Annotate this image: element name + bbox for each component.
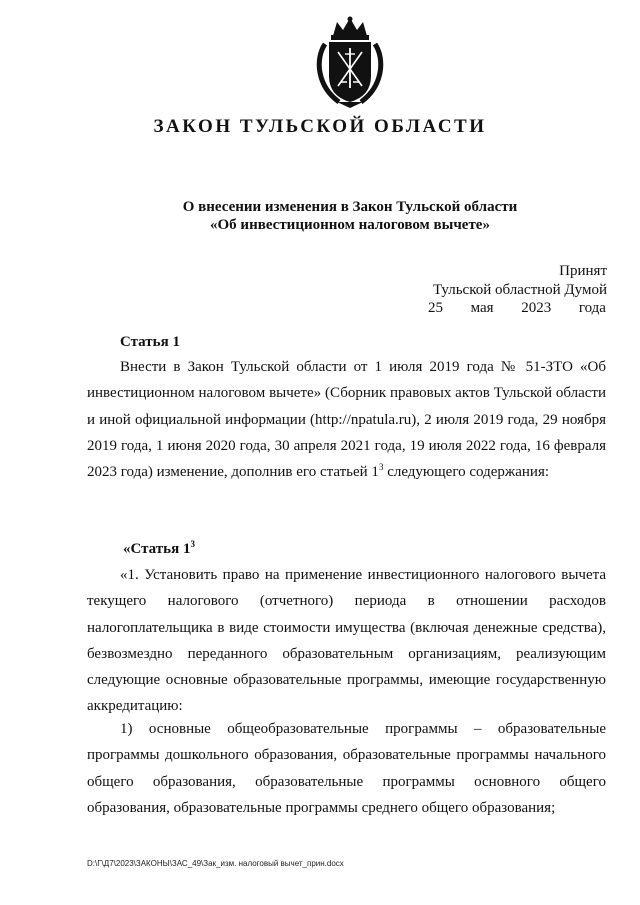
article-1-text-main: Внести в Закон Тульской области от 1 июля 2019 года № 51-ЗТО «Об инвестиционном налоговом вычете» (Сборник правовых актов Тульской области и иной официальной информации (http://npatula.ru), 2 июля 2019 года, 29 ноября 2019 года, 1 июня 2020 года, 30 апреля 2021 года, 19 июля 2022 года, 16 февраля 2023 года) изменение, дополнив его статьей 1 bbox=[87, 359, 606, 481]
adoption-day: 25 bbox=[428, 300, 443, 316]
adoption-line-2: Тульской областной Думой bbox=[432, 282, 607, 298]
article-1-3-paragraph-1: «1. Установить право на применение инвестиционного налогового вычета текущего налогового (отчетного) периода в отношении расходов налогоплательщика в виде стоимости имущества (включая денежные средства), безвозмездно переданного образовательным организациям, реализующим следующие основные образовательные программы, имеющие государственную аккредитацию: bbox=[87, 567, 606, 715]
article-1-superscript: 3 bbox=[378, 462, 384, 473]
adoption-year-word: года bbox=[578, 300, 606, 316]
article-1-text-end: следующего содержания: bbox=[383, 464, 550, 481]
adoption-line-1: Принят bbox=[559, 263, 607, 279]
article-1-text bbox=[87, 354, 606, 485]
subtitle-line-2: «Об инвестиционном налоговом вычете» bbox=[210, 217, 490, 233]
article-1-paragraph bbox=[87, 354, 606, 485]
adoption-date bbox=[428, 300, 606, 317]
article-1-3-heading-superscript: 3 bbox=[190, 539, 195, 549]
law-subtitle bbox=[0, 198, 640, 234]
article-1-heading: Статья 1 bbox=[120, 334, 180, 350]
article-1-3-item-1-text: 1) основные общеобразовательные программы – образовательные программы дошкольного образования, образовательные программы начального общего образования, образовательные программы основного общего образования, образовательные программы среднего общего образования; bbox=[87, 721, 606, 816]
adoption-year: 2023 bbox=[521, 300, 552, 316]
tula-coat-of-arms-emblem bbox=[311, 14, 389, 110]
article-1-3-item-1 bbox=[87, 716, 606, 821]
article-1-3-part-1 bbox=[87, 562, 606, 720]
adoption-month: мая bbox=[470, 300, 494, 316]
law-title: ЗАКОН ТУЛЬСКОЙ ОБЛАСТИ bbox=[153, 116, 487, 137]
subtitle-line-1: О внесении изменения в Закон Тульской области bbox=[182, 199, 518, 215]
adoption-block bbox=[433, 262, 607, 300]
article-1-3-heading-text: «Статья 1 bbox=[123, 541, 191, 557]
article-1-3-heading bbox=[123, 539, 195, 558]
footer-file-path: D:\Г\Д7\2023\ЗАКОНЫ\ЗАС_49\Зак_изм. налоговый вычет_прин.docx bbox=[87, 859, 344, 868]
